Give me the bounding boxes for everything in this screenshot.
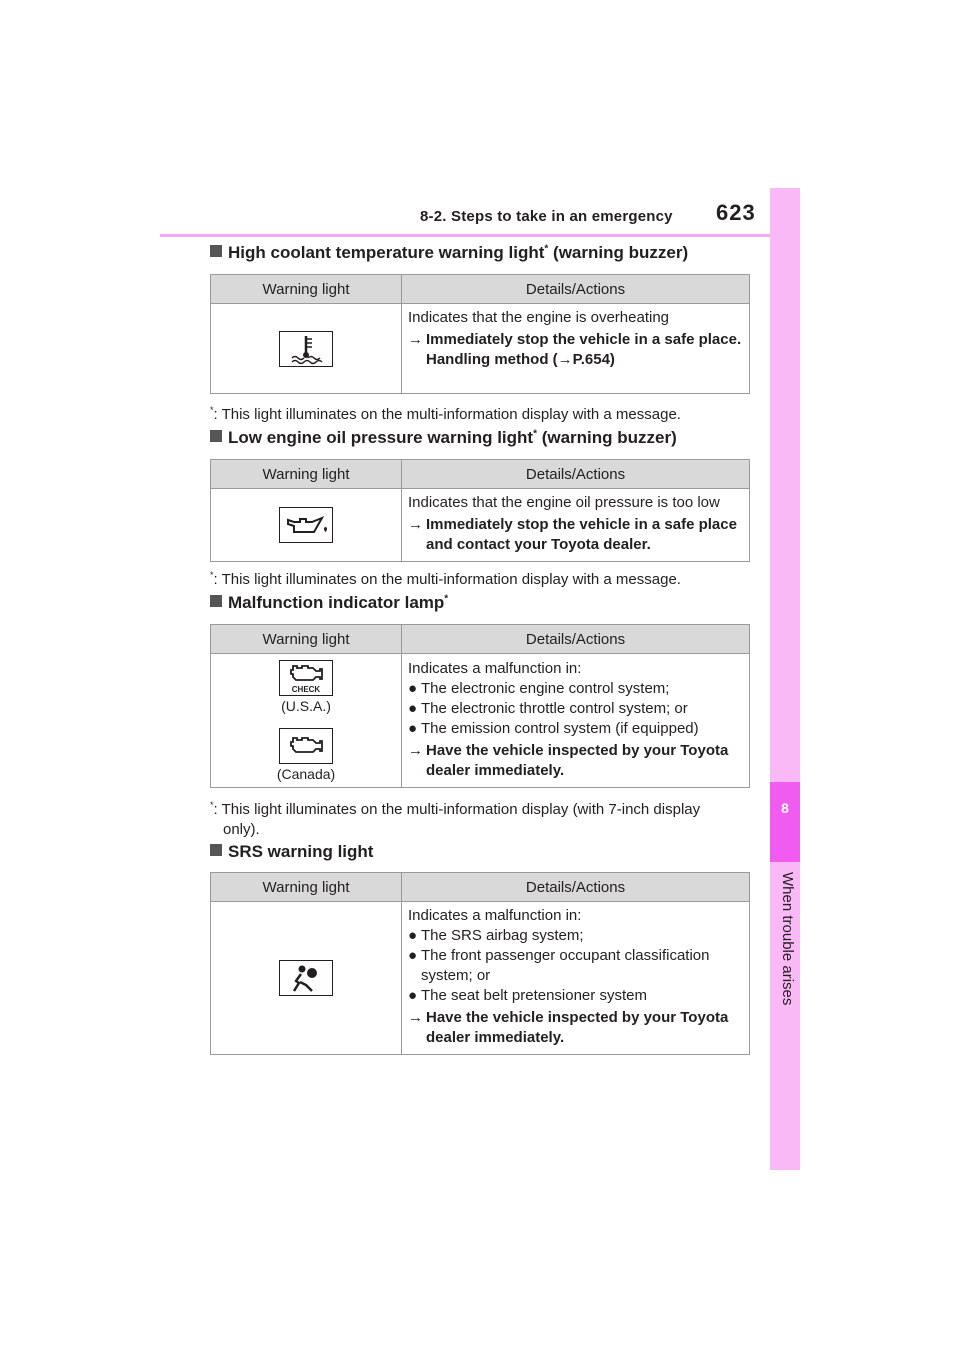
oil-action: → Immediately stop the vehicle in a safe place and contact your Toyota dealer.	[408, 516, 737, 553]
oil-footnote: *: This light illuminates on the multi-information display with a message.	[210, 570, 681, 588]
oil-details-cell	[402, 489, 750, 562]
oil-warning-table	[210, 459, 750, 562]
section-bullet-icon	[210, 245, 222, 257]
bullet-dot-icon: ●	[408, 719, 418, 737]
section-heading-srs: SRS warning light	[210, 842, 373, 862]
coolant-footnote: *: This light illuminates on the multi-information display with a message.	[210, 405, 681, 423]
check-engine-icon	[279, 660, 333, 696]
coolant-detail-text: Indicates that the engine is overheating	[408, 309, 670, 326]
coolant-icon-cell	[211, 304, 402, 394]
malfunction-warning-table	[210, 624, 750, 788]
table-header-details: Details/Actions	[402, 625, 750, 654]
table-header-warning-light: Warning light	[211, 460, 402, 489]
list-item: ● The electronic engine control system;	[408, 679, 670, 697]
header-divider	[160, 234, 770, 237]
malfunction-footnote: *: This light illuminates on the multi-information display (with 7-inch display only).	[210, 800, 701, 838]
bullet-dot-icon: ●	[408, 699, 418, 717]
arrow-icon: →	[408, 331, 423, 348]
page-number: 623	[716, 200, 756, 225]
table-header-details: Details/Actions	[402, 275, 750, 304]
table-header-details: Details/Actions	[402, 460, 750, 489]
coolant-details-cell	[402, 304, 750, 394]
srs-warning-table	[210, 872, 750, 1055]
srs-details-cell	[402, 902, 750, 1055]
coolant-temperature-icon	[279, 331, 333, 367]
bullet-dot-icon: ●	[408, 947, 418, 964]
arrow-icon: →	[557, 351, 573, 368]
srs-icon-cell	[211, 902, 402, 1055]
section-bullet-icon	[210, 595, 222, 607]
side-tab-chapter-number: 8	[781, 800, 789, 816]
side-tab-chapter-box	[770, 782, 800, 862]
table-header-warning-light: Warning light	[211, 275, 402, 304]
srs-action: → Have the vehicle inspected by your Toyota dealer immediately.	[408, 1009, 729, 1046]
bullet-dot-icon: ●	[408, 987, 418, 1004]
check-engine-icon-label: CHECK	[291, 684, 321, 694]
table-header-details: Details/Actions	[402, 873, 750, 902]
arrow-icon: →	[408, 1009, 423, 1026]
malfunction-detail-text: Indicates a malfunction in:	[408, 659, 582, 677]
list-item: ● The electronic throttle control system; or	[408, 699, 688, 717]
malfunction-icon-cell	[211, 654, 402, 788]
caption-canada: (Canada)	[276, 765, 336, 782]
malfunction-details-cell	[402, 654, 750, 788]
list-item: ● The SRS airbag system;	[408, 927, 584, 944]
list-item: ● The front passenger occupant classification system; or	[408, 947, 710, 984]
arrow-icon: →	[408, 741, 423, 759]
table-header-warning-light: Warning light	[211, 873, 402, 902]
coolant-warning-table	[210, 274, 750, 394]
bullet-dot-icon: ●	[408, 679, 418, 697]
section-heading-coolant: High coolant temperature warning light* (warning buzzer)	[210, 243, 688, 263]
srs-airbag-icon	[279, 960, 333, 996]
table-header-warning-light: Warning light	[211, 625, 402, 654]
arrow-icon: →	[408, 516, 423, 533]
malfunction-action: → Have the vehicle inspected by your Toyota dealer immediately.	[408, 741, 729, 779]
section-bullet-icon	[210, 844, 222, 856]
oil-detail-text: Indicates that the engine oil pressure is too low	[408, 494, 720, 511]
list-item: ● The emission control system (if equipped)	[408, 719, 699, 737]
list-item: ● The seat belt pretensioner system	[408, 987, 647, 1004]
engine-icon	[279, 728, 333, 764]
section-heading-malfunction: Malfunction indicator lamp*	[210, 593, 448, 613]
bullet-dot-icon: ●	[408, 927, 418, 944]
oil-can-icon	[279, 507, 333, 543]
chapter-section-title: 8-2. Steps to take in an emergency	[420, 208, 673, 225]
section-bullet-icon	[210, 430, 222, 442]
side-tab-chapter-title: When trouble arises	[779, 872, 796, 1006]
page-reference-link[interactable]: P.654)	[572, 351, 615, 368]
oil-icon-cell	[211, 489, 402, 562]
section-heading-oil: Low engine oil pressure warning light* (warning buzzer)	[210, 428, 677, 448]
caption-usa: (U.S.A.)	[281, 697, 331, 714]
srs-detail-text: Indicates a malfunction in:	[408, 907, 582, 924]
coolant-action: → Immediately stop the vehicle in a safe place. Handling method (→P.654)	[408, 331, 742, 368]
